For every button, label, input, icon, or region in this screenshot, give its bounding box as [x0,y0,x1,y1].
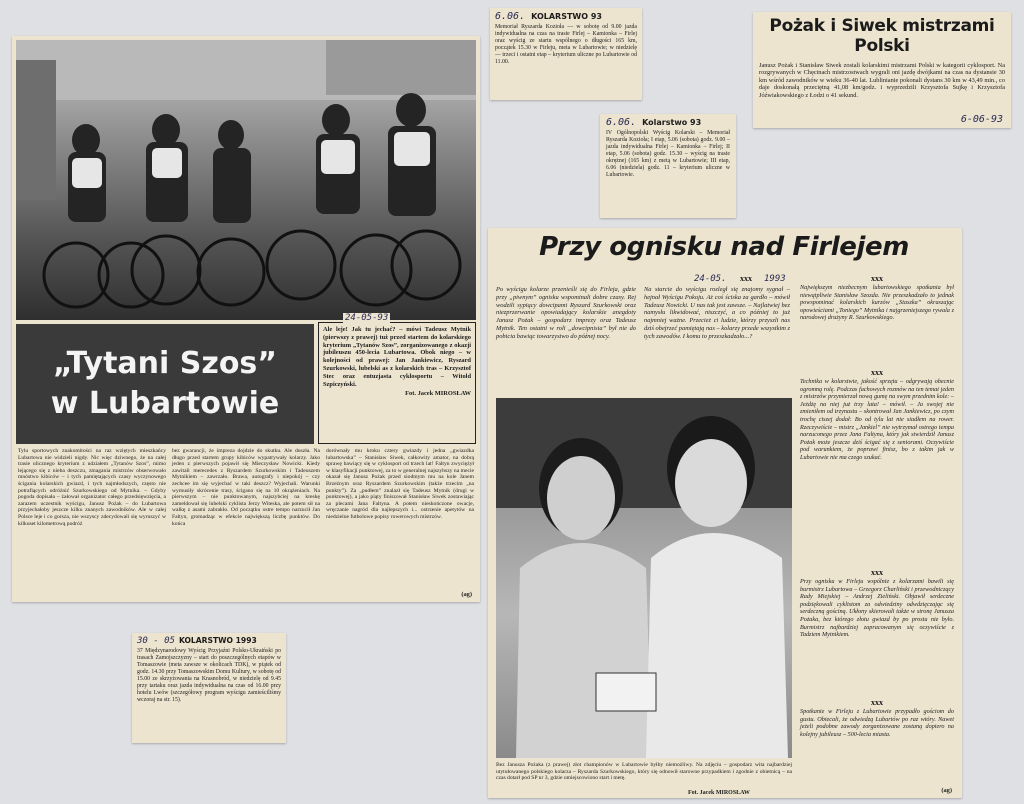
intro-col-2: Na starcie do wyścigu rozległ się znajomy sygnał – hejnał Wyścigu Pokoju. Aż coś ściska za gardło – mówił Tadeusz Nowicki. U nas tak jest zawsze. – Najlatwiej bez namysłu likwidować, niszczyć, a co później to już najmniej ważne. Przecież ci ludzie, którzy przyszli nas dziś obejrzeć pamiętają nas – kolarzy przede wszystkim z tych zawodów. I komu to przeszkadzało...? [644,286,790,340]
article-col-2: bez gwarancji, że impreza dojdzie do skutku. Ale doszła. Na długo przed startem grupy kibiców wypatrywały kolarzy. Jako jeden z pierwszych pojawił się Mieczysław Nowicki. Kiedy zawitali merecedes z Ryszardem Szurkowskim i Tadeuszem Mytnikiem – zawrzało. Brawa, autografy i niepokój – czy zechcee im się wyjechać w taki deszcz? Wyjechali. Warunki wymusiły skrócenie trasy, ścigano się na 10 okrążeniach. Na pierwszym – nie punktowanym, najszybciej na kreskę zameldował się lubelski cyklista Jerzy Witeska, ale potem sił na walkę z asami zabrakło. Od początku ostre tempo narzucił Jan Faltyn, gromadząc w efekcie największą liczbę punktów. Do końca [172,448,320,527]
handwritten-date: 6.06. [606,117,637,128]
photo-cyclists-start [16,40,476,320]
handwritten-date: 24-05-93 [345,313,389,323]
photo-credit: Fot. Jacek MIROSŁAW [405,390,471,398]
intro-col-1: Po wyścigu kolarze przenieśli się do Firleja, gdzie przy „piwnym” ognisku wspominali dobre czasy. Rej wodzili sypiący dowcipami Ryszard Szurkowski oraz niezprzerwanie opowiadający kolarskie anegdoty Janusz Pożak – gospodarz imprezy oraz Tadeusz Mytnik. Ten ostatni w roli „dowcipnisia” był nie do pobicia bawiąc towarzystwo do późnej nocy. [496,286,636,340]
right-col-para-2: Technika w kolarstwie, jakość sprzętu – odgrywają obecnie ogromną rolę. Podczas fachowych rozmów na ten temat jeden z mistrzów przymierzał nową gumę na swym przednim kole: – Jeżdżę na niej już trzy lata! – mówił. – Ja swojej nie zmieniłem od trzynastu – skontrował Jan Jankiewicz, po czym trochę ciszej dodał: Bo od tylu lat nie siadłem na rower. Rzeczywiście – mistrz „Jankiel” nie wytrzymał ostrego tempa narzuconego przez Jana Faltyna, który jak stwierdził Janusz Pożak może jeszcze dziś ścigać się z seniorami. Oczywiście pod warunkiem, że poprawi finisz, bo z takim jak w Lubartowie nie ma czego szukać. [800,378,954,461]
handwritten-date: 6-06-93 [960,114,1003,125]
author-sign: (ag) [941,787,952,794]
photo-illustration [16,40,476,320]
handwritten-date: 6.06. [495,11,526,22]
clip-header: KOLARSTWO 93 [531,12,602,21]
right-col-para-4: Spotkanie w Firleju z Lubartowie przypadło gościom do gustu. Obiecali, że odwiedzą Lubartów po raz wtóry. Nawet jeżeli podobne zawody zorganizowane zostaną dopiero na kolejny jubileusz – 500-lecia miasta. [800,708,954,738]
clip-tytani-szos [12,36,480,602]
headline: Przy ognisku nad Firlejem [539,232,909,262]
photo-credit: Fot. Jacek MIROSŁAW [688,790,750,796]
headline-banner [16,324,314,444]
photo-illustration [496,398,792,758]
section-mark: xxx [871,368,883,377]
clip-przy-ognisku [488,228,962,798]
section-mark: xxx [871,698,883,707]
author-sign: (ag) [461,591,472,598]
clip-body: Janusz Pożak i Stanisław Siwek zostali kolarskimi mistrzami Polski w kategorii cyklosport. Na rozgrywanych w Chęcinach mistrzostwach wygrali oni jazdę dwójkami na czas na dystansie 30 km wśród zawodników w wieku 36-40 lat. Lublinianie pokonali dystans 30 km w 43,49 min., co daje doskonałą przeciętną 41,08 km/godz. i wyprzedzili Krzysztofa Sujkę i Krzysztofa Jóźwiakowskiego z Łodzi o 41 sekund. [759,62,1005,99]
headline-line-2: w Lubartowie [50,386,280,421]
section-mark: xxx [740,274,752,283]
clip-body: 37 Międzynarodowy Wyścig Przyjaźni Polsko-Ukraiński po trasach Zamojszczyzny – start do poszczególnych etapów w Tomaszowie (meta zawsze w okolicach TDK), w piątek od godz. 14.30 przy Tomaszowskim Domu Kultury, w sobotę od 15.00 ze skrzyżowania na Krasnobród, w niedzielę od 9.45 przy tartaku oraz jazda indywidualna na czas od 16.00 przy hotelu Lwów (szczegółowy program wyścigu zamieściliśmy wczoraj na str. 15). [137,648,281,703]
clip-kolarstwo-memorial [490,8,642,100]
article-col-3: dorównały mu kroku cztery gwiazdy i jedna „gwiazdka lubartowska” – Stanisław Siwek, całkowity amator, na dobrą sprawę bawiący się w cyklosport od trzech lat! Faltyn zwyciężył w klasyfikacji punktowej, za to w generalnej najszybszy na mecie okazał się Janusz Pożak przed siodmym mu na kole Janem Brzeźnym oraz Ryszardem Szurkowskim (także trzecim „na punkty”). Za „pudłem” znalazł się Tadeusz Mytnik (drugi w punktowej), a jako piąty finiszował Stanisław Siwek zostawiając za plecami Jana Faltyna. A potem nieskończone owacje, wręczanie nagród dla najlepszych i... ostrzenie apetytów na niedzielne futbolowe popisy rowerowych mistrzów. [326,448,474,520]
section-mark: xxx [871,568,883,577]
article-columns [18,448,474,598]
caption-text: Ale leje! Jak tu jechać? – mówi Tadeusz Mytnik (pierwszy z prawej) tuż przed startem do kolarskiego kryterium „Tytanów Szos”, zorganizowanego z okazji jubileuszu 450-lecia Lubartowa. Obok niego – w kolejności od prawej: Jan Jankiewicz, Ryszard Szurkowski, lubelski as z kolarskich tras – Krzysztof Stec oraz entuzjasta cyklosportu – Witold Szpiczyński. [323,326,471,388]
clip-header: Kolarstwo 93 [642,118,702,127]
photo-caption-box [318,313,476,444]
clip-body: IV Ogólnopolski Wyścig Kolarski – Memoriał Ryszarda Kozioła; I etap, 5.06 (sobota) godz. 9.00 – jazda indywidualna Firlej – Kamionka – Firlej; II etap, 5.06 (sobota) godz. 15.30 – wyścig na trasie okrężnej (165 km) z metą w Lubartowie; III etap, 6.06 (niedziela) godz. 11 – kryterium uliczne w Lubartowie. [606,130,730,178]
clip-pozak-siwek [753,12,1011,128]
article-col-1: Tylu sportowych znakomitości na raz wziętych mieszkańcy Lubartowa nie widzieli nigdy. Nic więc dziwnego, że na całej trasie ulicznego kryterium z udziałem „Tytanów Szos”, mimo lejącego się z nieba deszczu, zmagania mistrzów obserwowało mnóstwo kibiców – i tych pamiętających czasy wyczynowego ścigania kolarskich gwiazd, i tych najmłodszych, często nie potrafiących odróżnić Szurkowskiego od Mytnika. – Gdyby pogoda dopisała – żałował organizator całego przedsięwzięcia, a zarazem uczestnik wyścigu, Janusz Pożak – do Lubartowa przyjechałoby jeszcze kilku znanych zawodników. Ale w całej Polsce leje i co gorsza, nie wszyscy zdecydowali się wyruszyć w kilkuset kilometrową podróż [18,448,166,527]
right-col-para-1: Największym niezbecnym lubartowskiego spotkania był niewątpliwie Stanisław Szozda. Nie przeszkadzało to jednak powspominać kolarskich kurzów „Staszka” okraszając opowieściami „Toniego” Mytnika i najgrzeniejszego rywala z narodowej drużyny R. Szurkowskiego. [800,284,954,322]
handwritten-date: 30 - 05 [137,636,175,646]
handwritten-year: 1993 [764,274,786,284]
clip-title: Pożak i Siwek mistrzami Polski [769,16,995,56]
handwritten-date: 24-05. [694,274,727,284]
right-col-para-3: Przy ognisku w Firleju wspólnie z kolarzami bawili się burmistrz Lubartowa – Grzegorz Charliński i przewodniczący Rady Miejskiej – Andrzej Zieliński. Objawił serdeczne podziękowali cyklistom za odwiedziny odwdzięczając się serdeczną gościną. Ukłony skierowali także w stronę Janusza Pożaka, bez którego złotu gwiazd by po prostu nie było. Burmistrz najbardziej zapracowanym się oczywiście z Tadziem Mytnikiem. [800,578,954,639]
section-mark: xxx [871,274,883,283]
clip-header: KOLARSTWO 1993 [178,636,257,645]
clip-kolarstwo-etapy [600,114,736,218]
photo-caption: Bez Janusza Pożaka (z prawej) złot championów w Lubartowie byłby niemożliwy. Na zdjęciu – gospodarz wita najbardziej utytułowanego polskiego kolarza – Ryszarda Szurkowskiego, który się odnowił starowne przypadkiem i zgodnie z obietnicą – na czas dotarł pod SP nr 3, gdzie umiejscowiono start i metę. [496,762,792,782]
clip-body: Memoriał Ryszarda Kozioła — w sobotę od 9.00 jazda indywidualna na czas na trasie Firlej – Kamionka – Firlej oraz wyścig ze startu wspólnego o długości 165 km, początek 15.30 w Firleju, meta w Lubartowie; w niedzielę — trzeci i ostatni etap – kryterium uliczne po Lubartowie od 11.00. [495,24,637,65]
photo-pozak-szurkowski [496,398,792,758]
clip-kolarstwo-1993 [132,633,286,743]
headline-line-1: „Tytani Szos” [52,346,278,381]
